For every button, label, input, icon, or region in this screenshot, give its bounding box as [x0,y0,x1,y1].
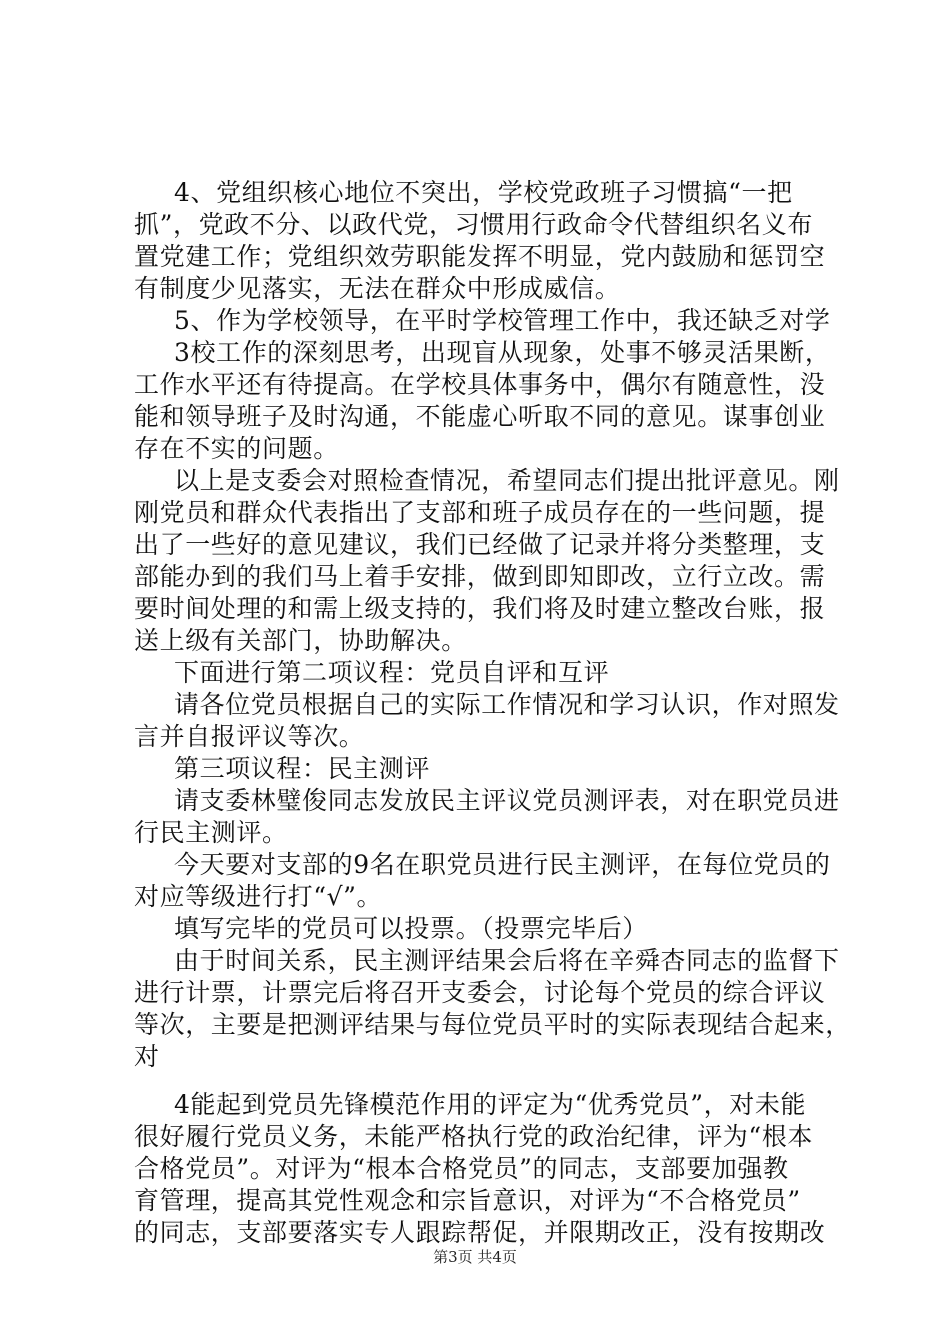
text-line: 4、党组织核心地位不突出，学校党政班子习惯搞“一把 [174,178,793,207]
text-line: 言并自报评议等次。 [134,722,365,751]
text-line: 填写完毕的党员可以投票。（投票完毕后） [174,914,648,943]
page-number-footer: 第3页 共4页 [433,1248,517,1266]
text-line: 出了一些好的意见建议，我们已经做了记录并将分类整理，支 [134,530,826,559]
text-line: 置党建工作；党组织效劳职能发挥不明显，党内鼓励和惩罚空 [134,242,826,271]
text-line: 今天要对支部的9名在职党员进行民主测评，在每位党员的 [174,850,831,879]
text-line: 的同志，支部要落实专人跟踪帮促，并限期改正，没有按期改 [134,1218,826,1247]
text-line: 进行计票，计票完后将召开支委会，讨论每个党员的综合评议 [134,978,826,1007]
text-line: 合格党员”。对评为“根本合格党员”的同志，支部要加强教 [134,1154,789,1183]
text-line: 第三项议程：民主测评 [174,754,431,783]
text-line: 下面进行第二项议程：党员自评和互评 [174,658,610,687]
text-line: 行民主测评。 [134,818,288,847]
text-line: 有制度少见落实，无法在群众中形成威信。 [134,274,621,303]
text-line: 由于时间关系，民主测评结果会后将在辛舜杏同志的监督下 [174,946,840,975]
text-line: 工作水平还有待提高。在学校具体事务中，偶尔有随意性，没 [134,370,826,399]
text-line: 请各位党员根据自己的实际工作情况和学习认识，作对照发 [174,690,840,719]
text-line: 等次，主要是把测评结果与每位党员平时的实际表现结合起来， [134,1010,851,1039]
text-line: 要时间处理的和需上级支持的，我们将及时建立整改台账，报 [134,594,826,623]
text-line: 4能起到党员先锋模范作用的评定为“优秀党员”，对未能 [174,1090,807,1119]
text-line: 很好履行党员义务，未能严格执行党的政治纪律，评为“根本 [134,1122,813,1151]
text-line: 刚党员和群众代表指出了支部和班子成员存在的一些问题，提 [134,498,826,527]
text-line: 对 [134,1042,160,1071]
text-line: 能和领导班子及时沟通，不能虚心听取不同的意见。谋事创业 [134,402,826,431]
text-line: 存在不实的问题。 [134,434,339,463]
text-line: 5、作为学校领导，在平时学校管理工作中，我还缺乏对学 [174,306,831,335]
text-line: 以上是支委会对照检查情况，希望同志们提出批评意见。刚 [174,466,840,495]
text-line: 送上级有关部门，协助解决。 [134,626,467,655]
text-line: 对应等级进行打“√”。 [134,882,383,911]
text-line: 请支委林璧俊同志发放民主评议党员测评表，对在职党员进 [174,786,840,815]
text-line: 3校工作的深刻思考，出现盲从现象，处事不够灵活果断， [174,338,831,367]
text-line: 部能办到的我们马上着手安排，做到即知即改，立行立改。需 [134,562,826,591]
text-line: 抓”，党政不分、以政代党，习惯用行政命令代替组织名义布 [134,210,813,239]
text-line: 育管理，提高其党性观念和宗旨意识，对评为“不合格党员” [134,1186,801,1215]
